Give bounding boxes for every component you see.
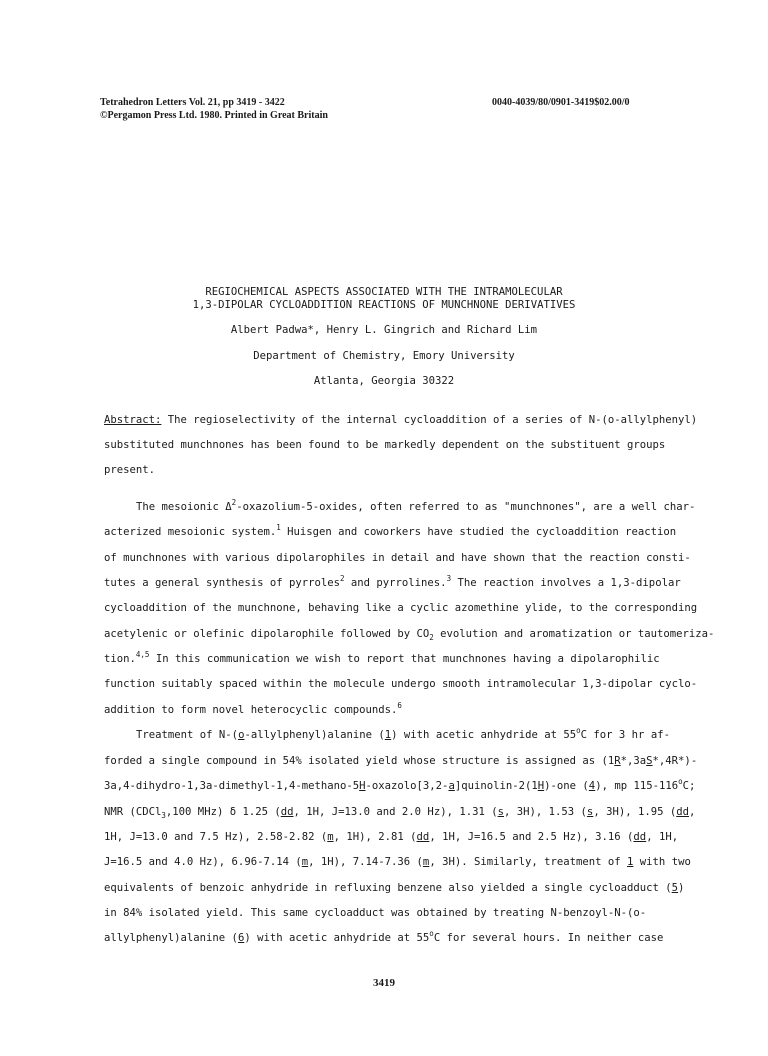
paragraph2-line-5: 1H, J=13.0 and 7.5 Hz), 2.58-2.82 (m, 1H), 2.81 (dd, 1H, J=16.5 and 2.5 Hz), 3.16 (dd, 1H, [104,831,679,843]
article-code: 0040-4039/80/0901-3419$02.00/0 [492,97,630,108]
title-line-2: 1,3-DIPOLAR CYCLOADDITION REACTIONS OF MUNCHNONE DERIVATIVES [192,299,576,311]
paragraph2-line-8: in 84% isolated yield. This same cycloadduct was obtained by treating N-benzoyl-N-(o- [104,907,647,919]
paragraph1-line-5: cycloaddition of the munchnone, behaving like a cyclic azomethine ylide, to the corresponding [104,602,698,614]
abstract-line-2: substituted munchnones has been found to be markedly dependent on the substituent groups [104,439,666,451]
publisher-line: ©Pergamon Press Ltd. 1980. Printed in Great Britain [100,110,328,121]
paragraph2-line-3: 3a,4-dihydro-1,3a-dimethyl-1,4-methano-5H-oxazolo[3,2-a]quinolin-2(1H)-one (4), mp 115-116$^o$C; [104,777,696,792]
authors: Albert Padwa*, Henry L. Gingrich and Richard Lim [230,324,538,336]
abstract-label: Abstract: [104,414,162,426]
paragraph1-line-2: acterized mesoionic system.$^1$ Huisgen and coworkers have studied the cycloaddition reaction [104,523,677,538]
paragraph2-line-6: J=16.5 and 4.0 Hz), 6.96-7.14 (m, 1H), 7.14-7.36 (m, 3H). Similarly, treatment of 1 with two [104,856,691,868]
paragraph2-line-1: Treatment of N-(o-allylphenyl)alanine (1) with acetic anhydride at 55$^o$C for 3 hr af- [136,726,670,741]
paragraph1-line-3: of munchnones with various dipolarophiles in detail and have shown that the reaction consti- [104,552,691,564]
paragraph2-line-9: allylphenyl)alanine (6) with acetic anhydride at 55$^o$C for several hours. In neither case [104,929,664,944]
paragraph1-line-8: function suitably spaced within the molecule undergo smooth intramolecular 1,3-dipolar cyclo- [104,678,698,690]
paragraph2-line-2: forded a single compound in 54% isolated yield whose structure is assigned as (1R*,3aS*,4R*)- [104,755,698,767]
journal-citation: Tetrahedron Letters Vol. 21, pp 3419 - 3422 [100,97,285,108]
abstract-line-1: Abstract: The regioselectivity of the internal cycloaddition of a series of N-(o-allylphenyl) [104,414,698,426]
paragraph2-line-7: equivalents of benzoic anhydride in refluxing benzene also yielded a single cycloadduct (5) [104,882,685,894]
title-line-1: REGIOCHEMICAL ASPECTS ASSOCIATED WITH THE INTRAMOLECULAR [205,286,563,298]
affiliation: Department of Chemistry, Emory University [253,350,515,362]
location: Atlanta, Georgia 30322 [313,375,455,387]
paragraph1-line-9: addition to form novel heterocyclic compounds.$^6$ [104,701,402,716]
paragraph1-line-1: The mesoionic $\Delta^2-oxazolium-5$-oxides, often referred to as "munchnones", are a well char- [136,498,696,513]
abstract-line-3: present. [104,464,156,476]
paragraph2-line-4: NMR (CDCl$_3$,100 MHz) δ 1.25 (dd, 1H, J=13.0 and 2.0 Hz), 1.31 (s, 3H), 1.53 (s, 3H), 1.95 (dd, [104,806,696,820]
paragraph1-line-6: acetylenic or olefinic dipolarophile followed by $CO_2$ evolution and aromatization or tautomeriza- [104,628,715,642]
paragraph1-line-7: tion.$^{4,5}$ In this communication we wish to report that munchnones having a dipolarophilic [104,650,660,665]
paragraph1-line-4: tutes a general synthesis of pyrroles$^2$ and pyrrolines.$^3$ The reaction involves a 1,3-dipolar [104,574,681,589]
page-number: 3419 [373,977,395,989]
